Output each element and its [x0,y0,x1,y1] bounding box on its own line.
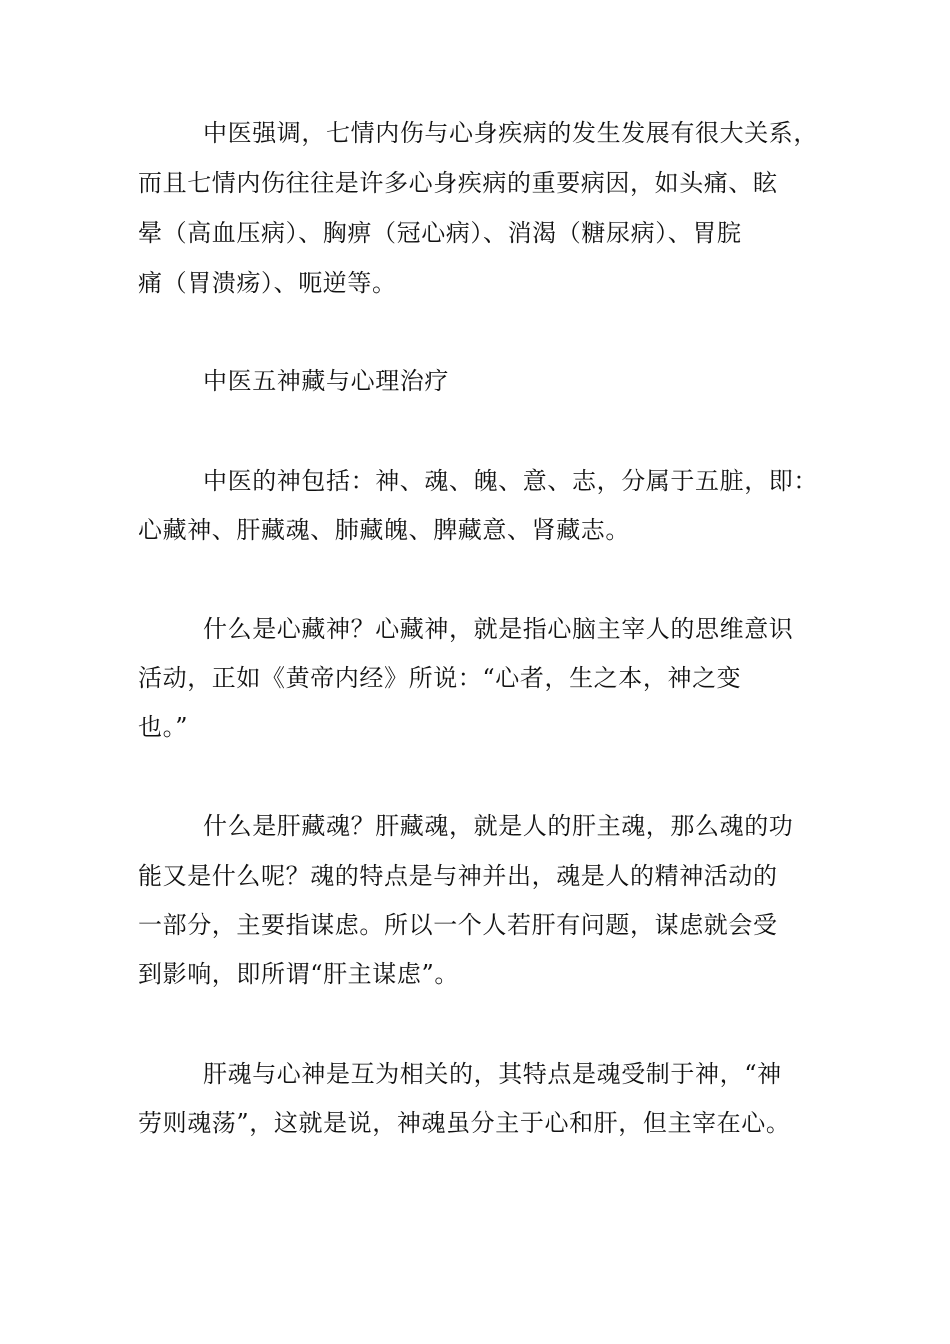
paragraph-line: 肝魂与心神是互为相关的，其特点是魂受制于神，“神 [203,1060,782,1088]
paragraph-line: 中医强调，七情内伤与心身疾病的发生发展有很大关系， [203,119,818,147]
paragraph-line: 晕（高血压病）、胸痹（冠心病）、消渴（糖尿病）、胃脘 [138,219,742,247]
paragraph-line: 一部分，主要指谋虑。所以一个人若肝有问题，谋虑就会受 [138,911,778,939]
paragraph-line: 什么是心藏神？心藏神，就是指心脑主宰人的思维意识 [203,615,794,643]
paragraph-line: 中医的神包括：神、魂、魄、意、志，分属于五脏，即： [203,467,818,495]
paragraph-line: 活动，正如《黄帝内经》所说：“心者，生之本，神之变 [138,664,742,692]
paragraph-line: 到影响，即所谓“肝主谋虑”。 [138,960,459,988]
paragraph-line: 什么是肝藏魂？肝藏魂，就是人的肝主魂，那么魂的功 [203,812,794,840]
paragraph-line: 而且七情内伤往往是许多心身疾病的重要病因，如头痛、眩 [138,169,778,197]
paragraph-line: 也。” [138,713,189,741]
paragraph-line: 痛（胃溃疡）、呃逆等。 [138,269,397,297]
paragraph-line: 劳则魂荡”，这就是说，神魂虽分主于心和肝，但主宰在心。 [138,1109,791,1137]
paragraph-line: 能又是什么呢？魂的特点是与神并出，魂是人的精神活动的 [138,862,778,890]
section-heading-text: 中医五神藏与心理治疗 [203,367,449,395]
paragraph-line: 心藏神、肝藏魂、肺藏魄、脾藏意、肾藏志。 [138,516,630,544]
